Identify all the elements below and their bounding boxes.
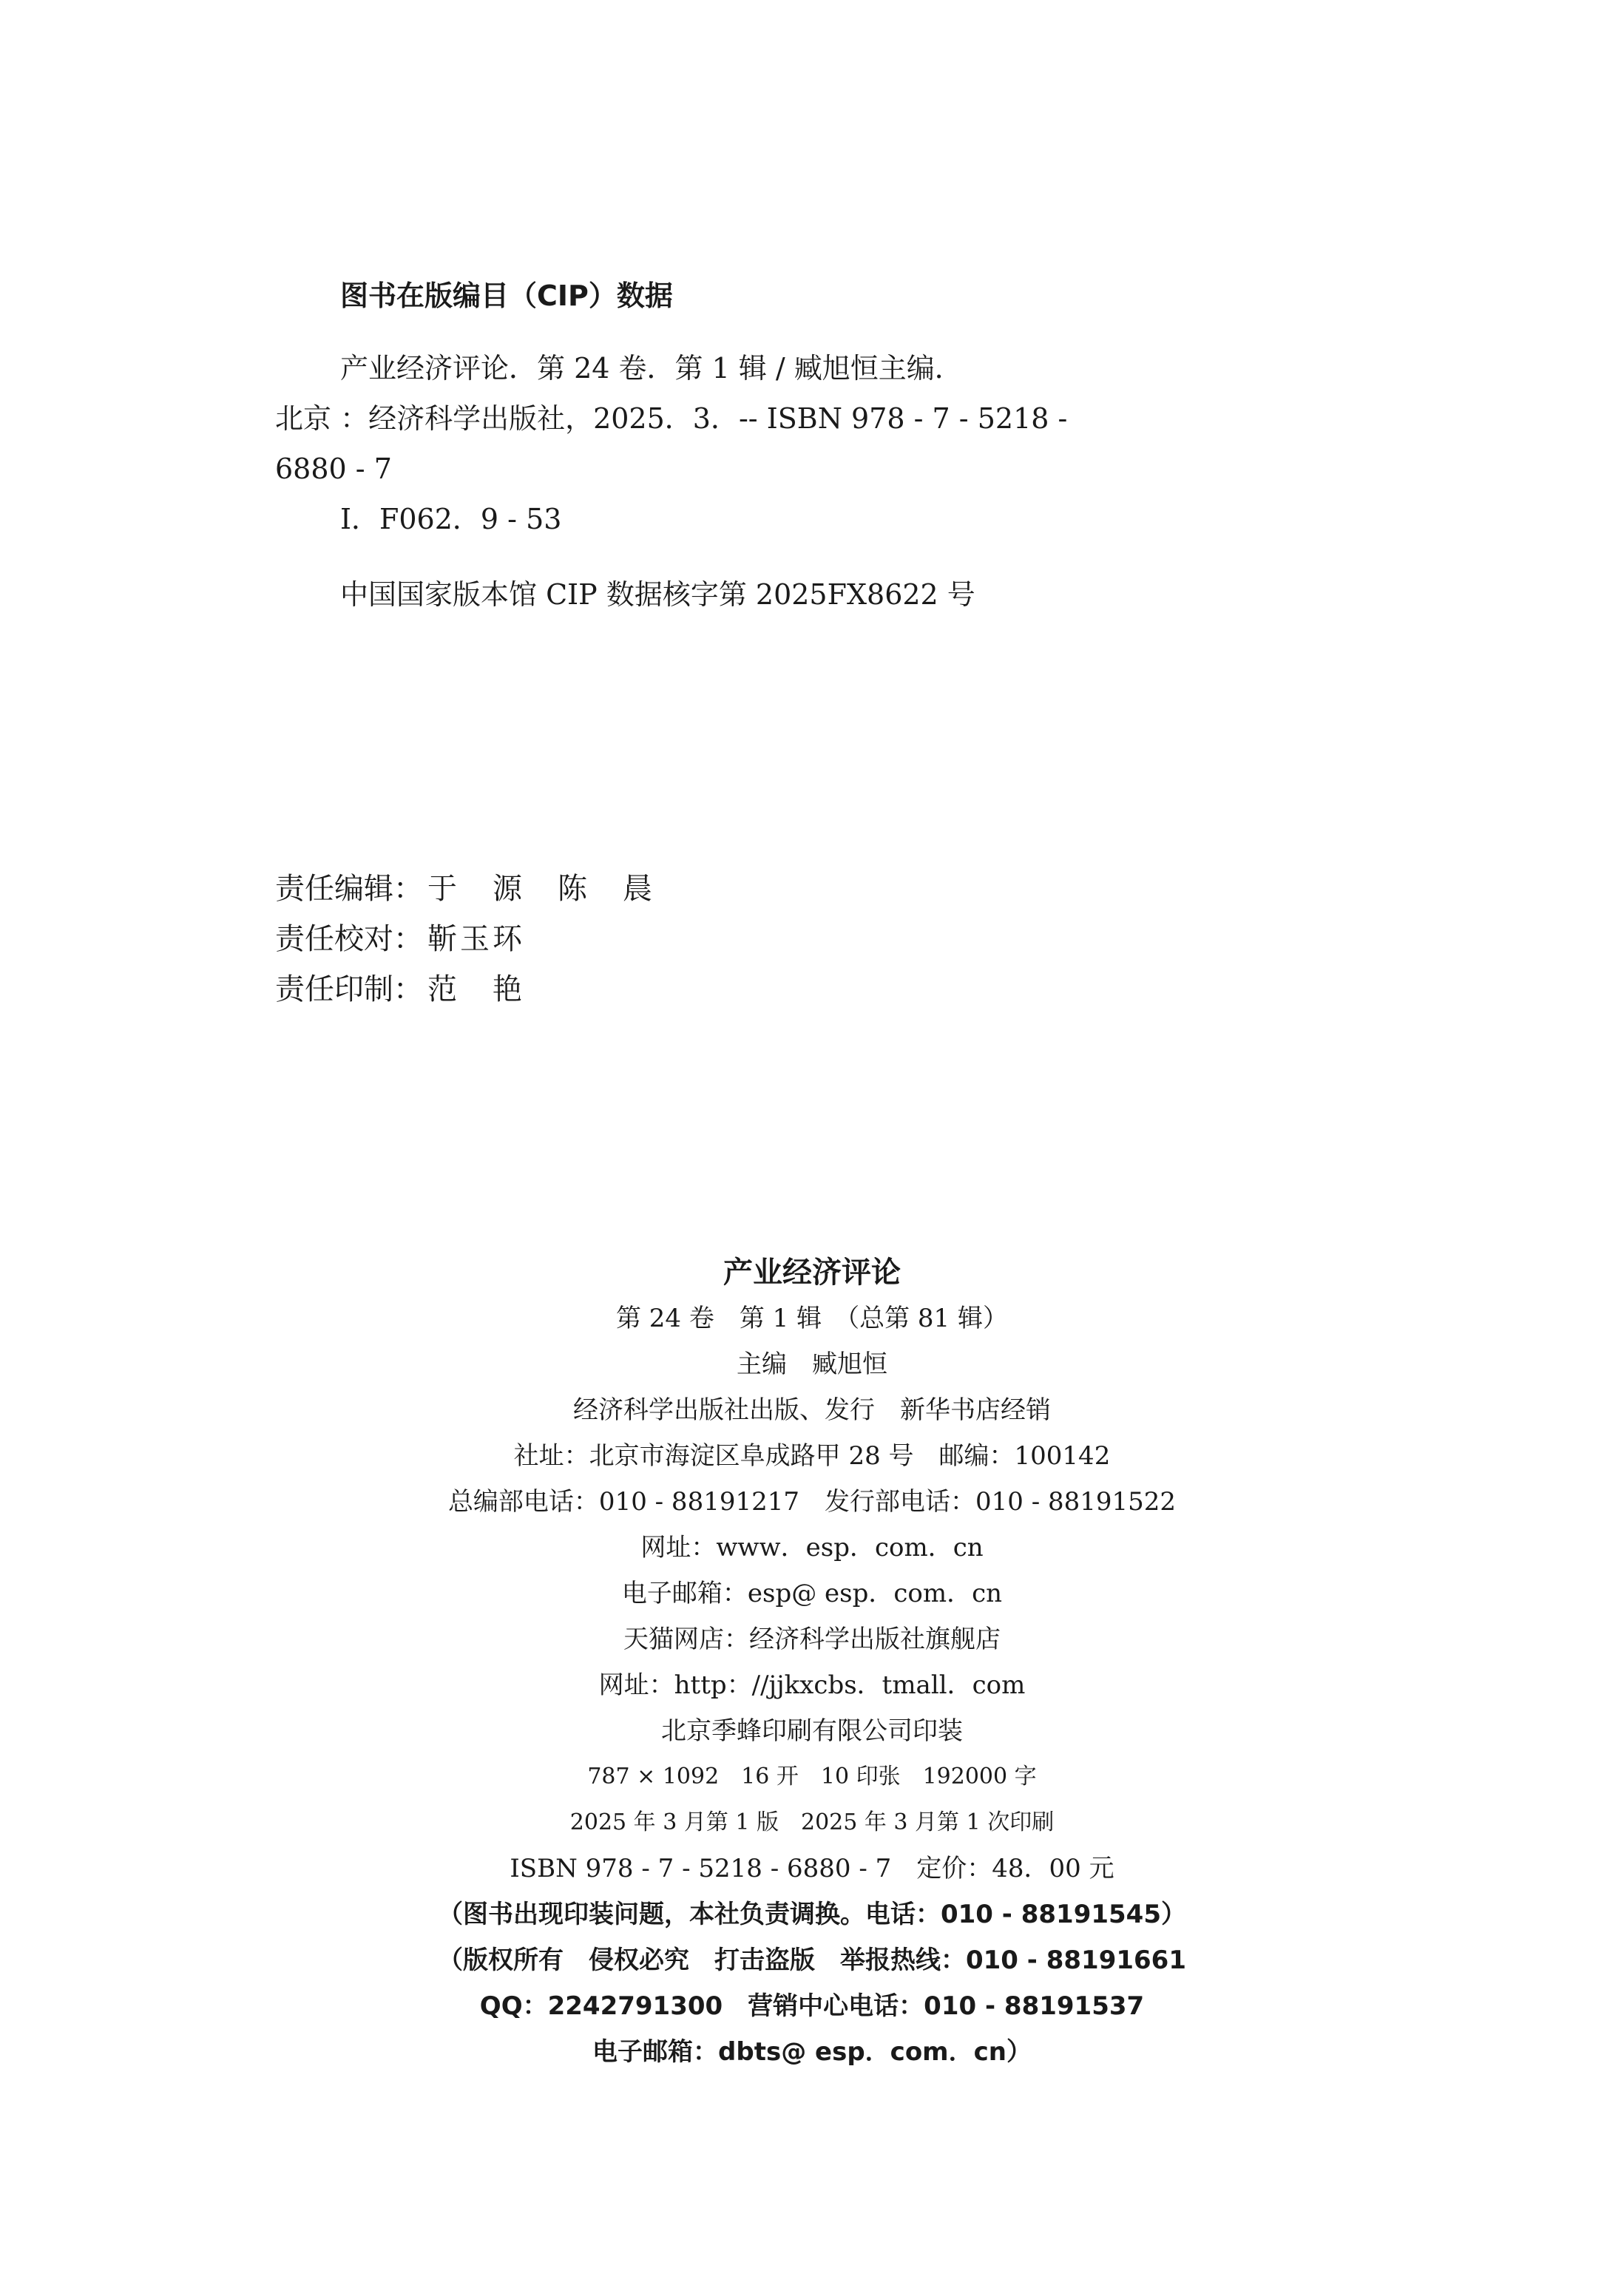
copyright-notice: （版权所有 侵权必究 打击盗版 举报热线：010 - 88191661 xyxy=(437,1946,1186,1975)
email-info: 电子邮箱：esp@ esp．com．cn xyxy=(621,1579,1003,1608)
publisher-info: 经济科学出版社出版、发行 新华书店经销 xyxy=(573,1395,1051,1425)
staff-names: 范 艳 xyxy=(427,972,525,1006)
staff-role: 责任印制： xyxy=(275,972,423,1006)
address-info: 社址：北京市海淀区阜成路甲 28 号 邮编：100142 xyxy=(513,1441,1111,1471)
cip-heading: 图书在版编目（CIP）数据 xyxy=(340,280,673,312)
volume-info: 第 24 卷 第 1 辑 （总第 81 辑） xyxy=(615,1304,1008,1333)
contact-notice: QQ：2242791300 营销中心电话：010 - 88191537 xyxy=(479,1991,1145,2021)
tmall-url-info: 网址：http：//jjkxcbs．tmall．com xyxy=(598,1670,1026,1700)
book-title: 产业经济评论 xyxy=(723,1256,901,1290)
cip-publisher-line: 北京 ：经济科学出版社，2025．3．-- ISBN 978 - 7 - 5218 - xyxy=(275,402,1068,435)
staff-names: 于 源 陈 晨 xyxy=(427,872,655,906)
email-notice: 电子邮箱：dbts@ esp．com．cn） xyxy=(592,2037,1032,2067)
staff-row-proofreader xyxy=(275,917,525,961)
cip-approval-number: 中国国家版本馆 CIP 数据核字第 2025FX8622 号 xyxy=(340,578,975,611)
chief-editor: 主编 臧旭恒 xyxy=(737,1350,887,1379)
format-info: 787 × 1092 16 开 10 印张 192000 字 xyxy=(587,1764,1037,1789)
phone-info: 总编部电话：010 - 88191217 发行部电话：010 - 88191522 xyxy=(447,1487,1177,1517)
staff-row-printing xyxy=(275,967,525,1012)
cip-classification: Ⅰ．F062．9 - 53 xyxy=(340,503,562,535)
isbn-price-info: ISBN 978 - 7 - 5218 - 6880 - 7 定价：48．00 元 xyxy=(510,1854,1114,1883)
staff-names: 靳玉环 xyxy=(427,922,525,956)
website-info: 网址：www．esp．com．cn xyxy=(640,1533,984,1562)
quality-notice: （图书出现印装问题，本社负责调换。电话：010 - 88191545） xyxy=(437,1900,1186,1929)
cip-isbn-continuation: 6880 - 7 xyxy=(275,453,392,485)
cip-title-line: 产业经济评论．第 24 卷．第 1 辑 / 臧旭恒主编． xyxy=(340,352,963,385)
staff-row-editor xyxy=(275,867,655,911)
printer-info: 北京季蜂印刷有限公司印装 xyxy=(661,1716,963,1746)
staff-role: 责任校对： xyxy=(275,922,423,956)
staff-role: 责任编辑： xyxy=(275,872,423,906)
tmall-store-info: 天猫网店：经济科学出版社旗舰店 xyxy=(623,1625,1001,1654)
colophon xyxy=(0,1250,1624,2075)
edition-info: 2025 年 3 月第 1 版 2025 年 3 月第 1 次印刷 xyxy=(569,1809,1055,1835)
